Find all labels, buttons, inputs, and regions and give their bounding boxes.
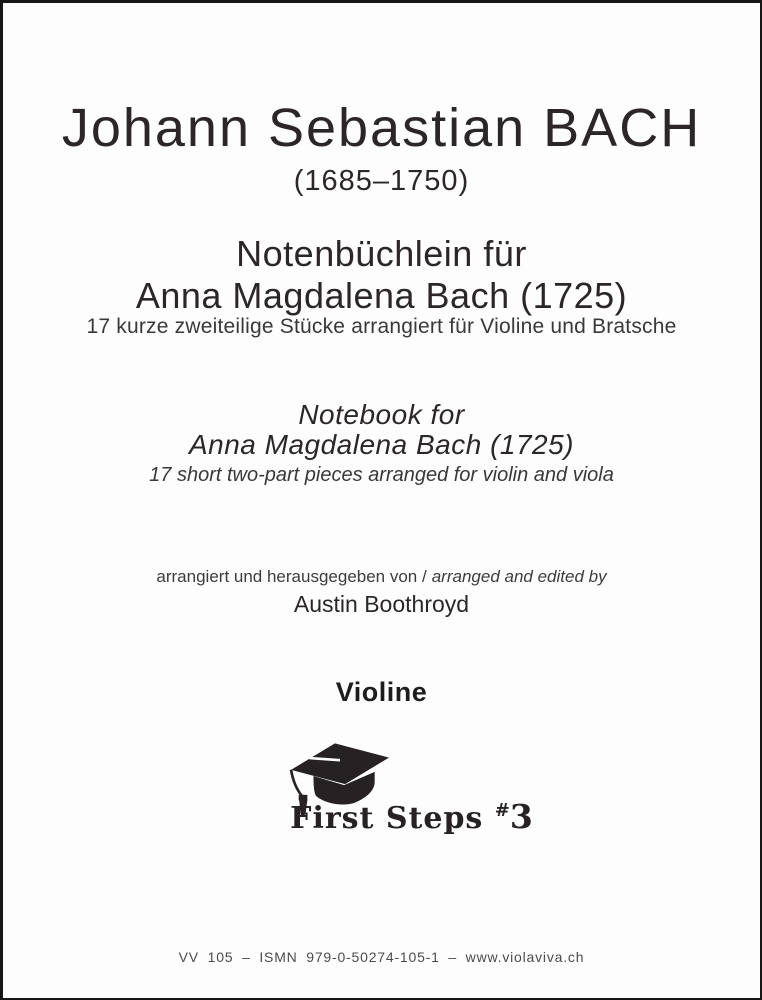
title-english: [3, 400, 760, 460]
part-name: Violine: [335, 677, 428, 707]
title-german: [3, 233, 760, 317]
title-german-line1: Notenbüchlein für: [236, 233, 527, 274]
composer-name: Johann Sebastian BACH: [61, 98, 702, 158]
credits-label-german: arrangiert und herausgegeben von /: [156, 567, 427, 586]
title-english-line2: Anna Magdalena Bach (1725): [188, 429, 575, 460]
subtitle-english: 17 short two-part pieces arranged for violin and viola: [149, 464, 614, 486]
credits-line: [3, 567, 760, 587]
arranger-name: Austin Boothroyd: [293, 591, 470, 617]
subtitle-german: 17 kurze zweiteilige Stücke arrangiert für Violine und Bratsche: [86, 315, 677, 338]
title-german-line2: Anna Magdalena Bach (1725): [135, 275, 628, 316]
series-title: [3, 797, 760, 836]
series-number-sign: #: [494, 800, 510, 821]
publisher-logo: [3, 883, 762, 943]
footer-line: VV 105 – ISMN 979-0-50274-105-1 – www.violaviva.ch: [178, 949, 585, 965]
title-english-line1: Notebook for: [298, 399, 465, 430]
series-number: 3: [509, 797, 533, 836]
credits-label-english: arranged and edited by: [431, 567, 607, 586]
series-name: First Steps: [290, 801, 484, 836]
composer-dates: (1685–1750): [293, 165, 470, 197]
